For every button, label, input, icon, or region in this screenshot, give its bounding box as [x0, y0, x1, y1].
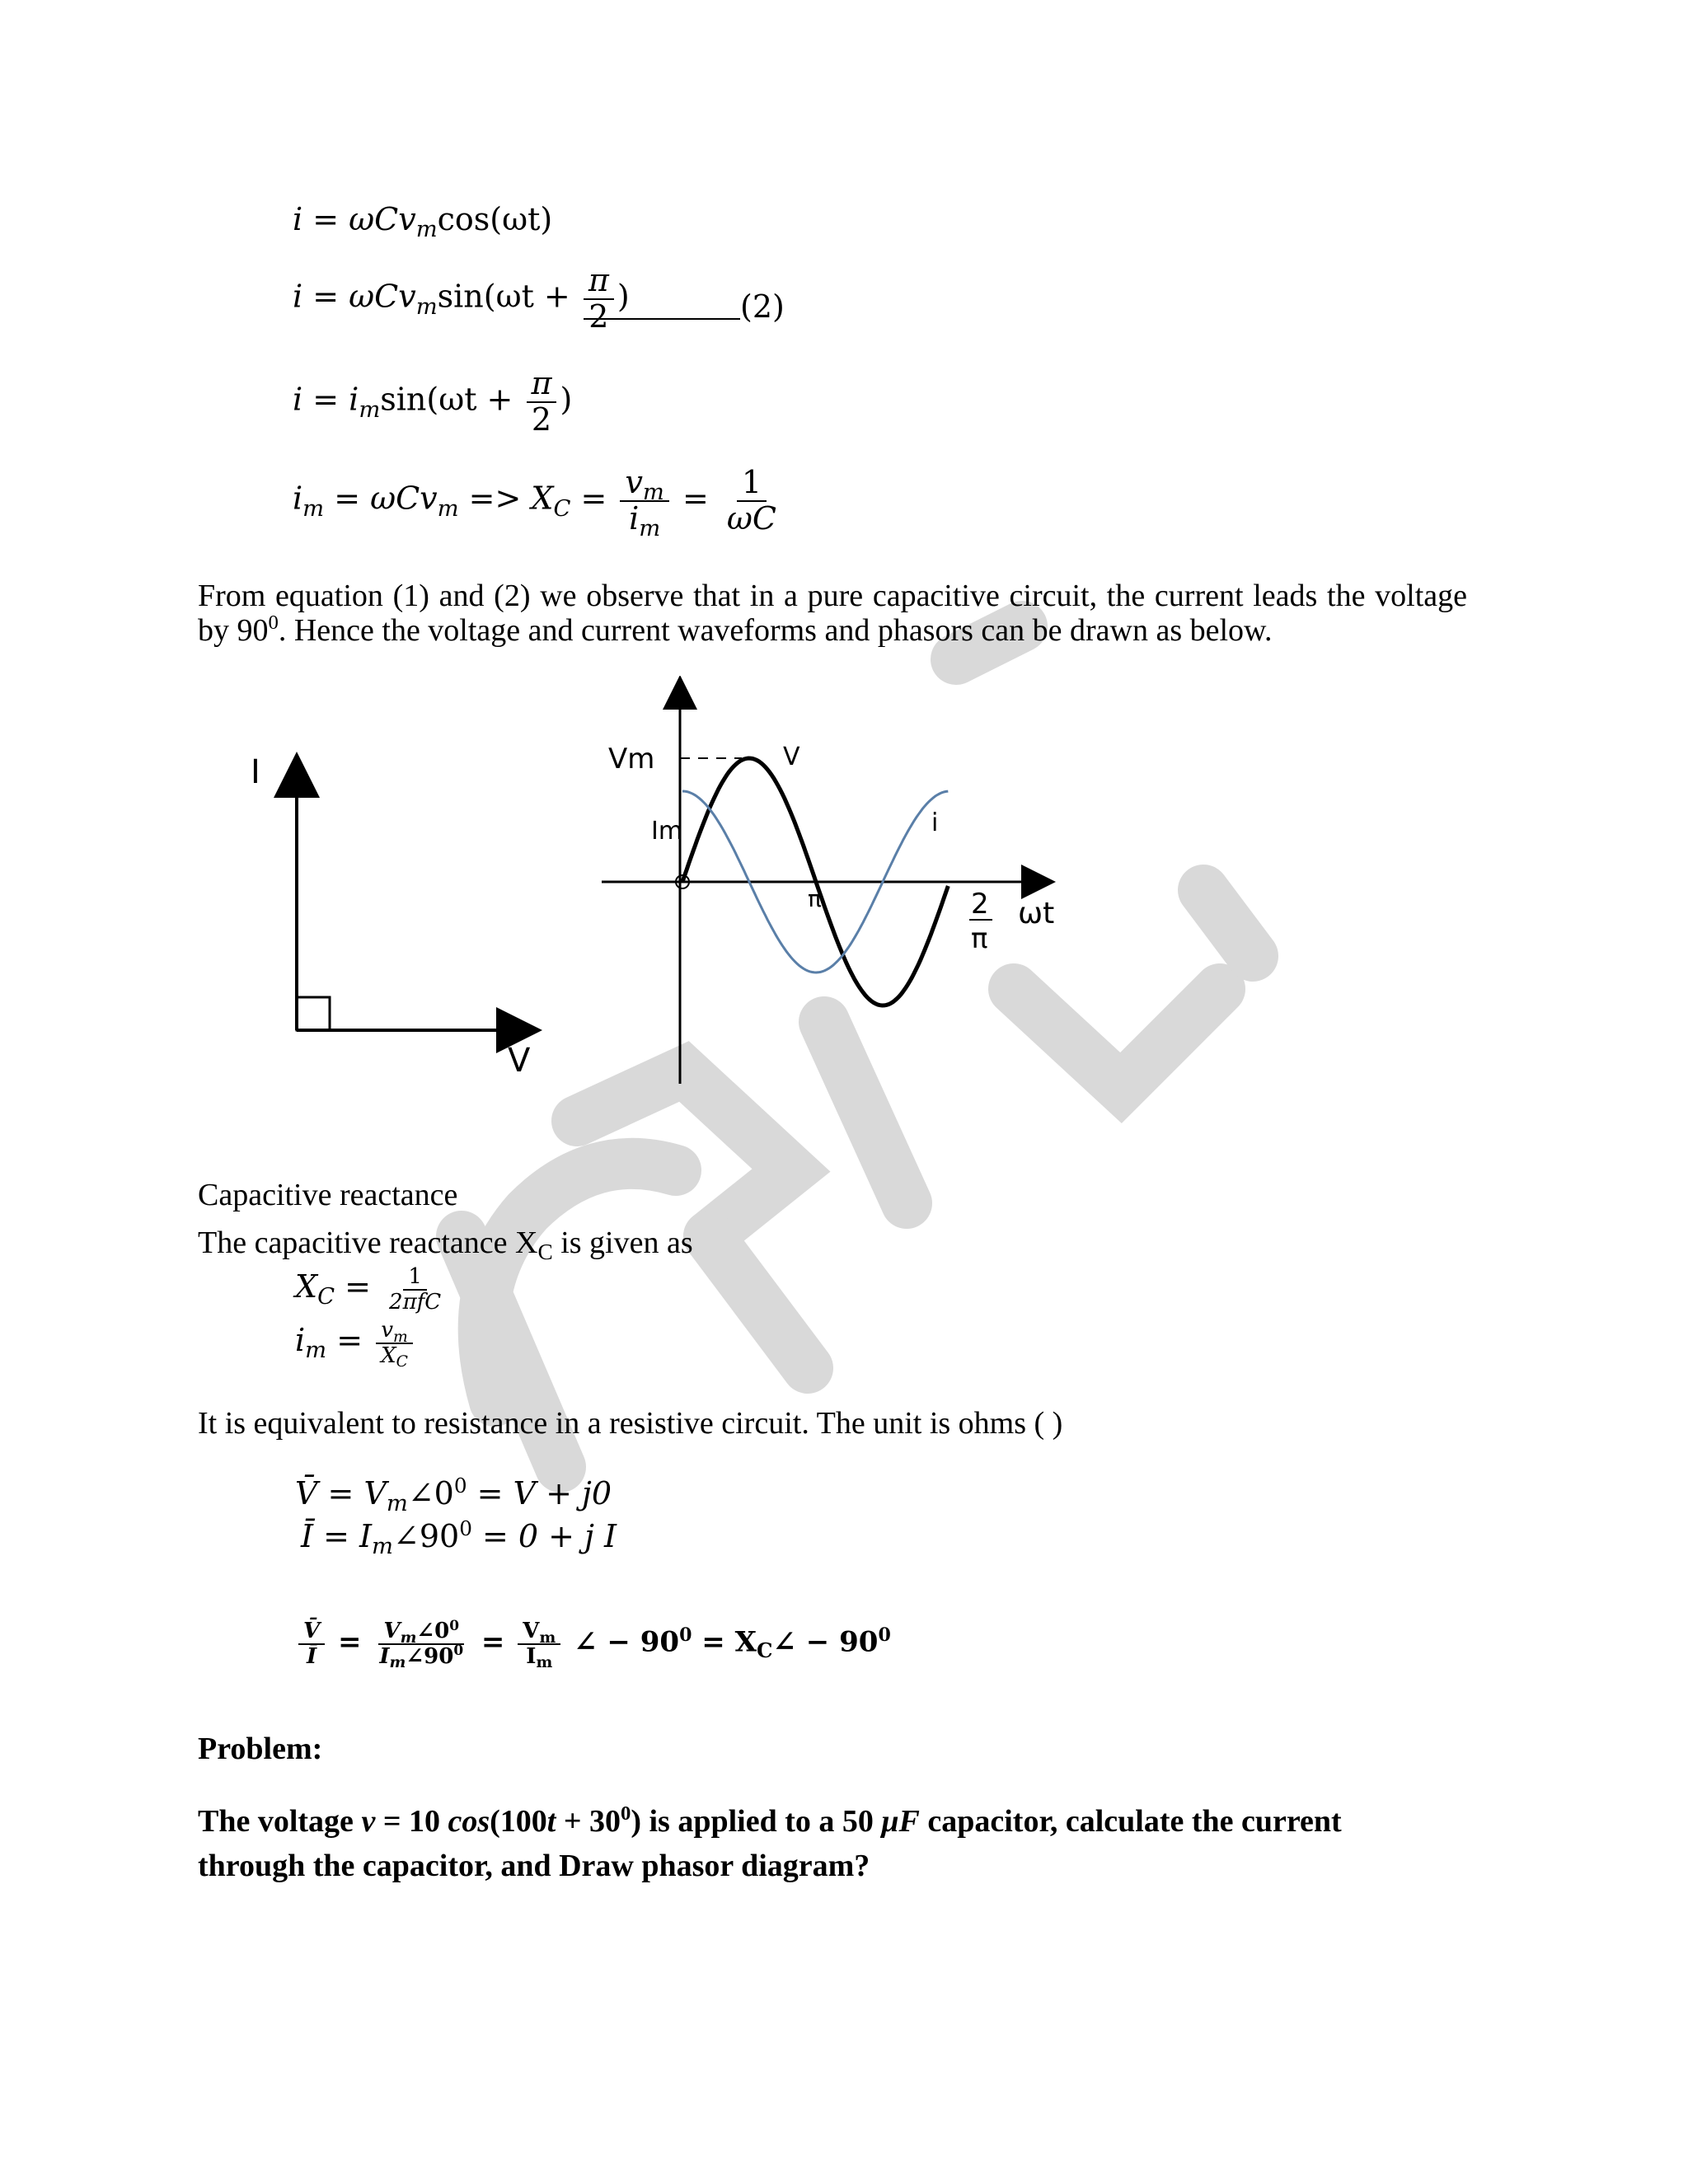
omega-t-label: ωt — [1018, 897, 1055, 930]
equation-current-cos: i = ωCv$_m$cos(ωt) — [293, 201, 553, 243]
equation-current-sin: i = ωCv$_m$sin(ωt + $\frac{\pi}{2}$ ) — [293, 262, 630, 335]
vm-label: Vm — [608, 743, 655, 776]
equation-reactance: $i_m = \omega Cv_m => X_C$ = $\frac{v_m}{i_m}$ = $\frac{1}{\omega C}$ — [293, 464, 776, 541]
equation-voltage-phasor: V̄ = $V_m\angle 0^0 = V + j0$ — [295, 1474, 612, 1517]
problem-statement-line2: through the capacitor, and Draw phasor diagram? — [198, 1849, 870, 1883]
problem-statement-line1: The voltage v = 10 $\cos(100t + 30^0)$ is applied to a 50 μF capacitor, calculate the current — [198, 1802, 1342, 1839]
phasor-current-label: I — [251, 753, 260, 791]
equation-current-im: $i = i_m\sin(\omega t$ + $\frac{\pi}{2}$ ) — [293, 365, 573, 438]
waveform-diagram — [577, 676, 1088, 1088]
equation-impedance-ratio: $\frac{V̄}{Ī}$ = $\frac{V_m\angle 0^0}{I_m\angle 90^0}$ = $\frac{V_m}{I_m}$ ∠ − $90^0$ = $X_C\angle - 90^0$ — [295, 1619, 891, 1668]
equation-current-phasor: Ī = $I_m\angle 90^0 = 0 + j$ I — [301, 1516, 617, 1560]
phasor-diagram — [239, 750, 552, 1080]
problem-heading: Problem: — [198, 1732, 323, 1766]
i-curve-label: i — [931, 808, 939, 837]
paragraph-phase-lead: From equation (1) and (2) we observe that in a pure capacitive circuit, the current leads the voltage by $90^0$. Hence the voltage and current waveforms and phasors can be drawn as below. — [198, 579, 1467, 648]
pi-label: π — [808, 885, 822, 912]
equation-tag-line — [584, 318, 740, 320]
section-line-reactance-given: The capacitive reactance $X_C$ is given as — [198, 1226, 693, 1265]
v-curve-label: V — [783, 743, 800, 771]
section-heading-capacitive-reactance: Capacitive reactance — [198, 1178, 458, 1212]
phasor-voltage-label: V — [508, 1042, 531, 1080]
im-label: Im — [651, 817, 683, 846]
equation-tag-2: (2) — [740, 288, 785, 325]
two-pi-label: π — [971, 922, 988, 955]
equation-im: $i_m$ = $\frac{v_m}{X_C}$ — [295, 1319, 416, 1367]
right-angle-mark — [297, 997, 330, 1030]
two-label: 2 — [971, 888, 989, 921]
equation-xc: $X_C$ = $\frac{1}{\text{2πfC}}$ — [295, 1264, 442, 1315]
paragraph-unit-ohms: It is equivalent to resistance in a resistive circuit. The unit is ohms ( ) — [198, 1406, 1063, 1441]
